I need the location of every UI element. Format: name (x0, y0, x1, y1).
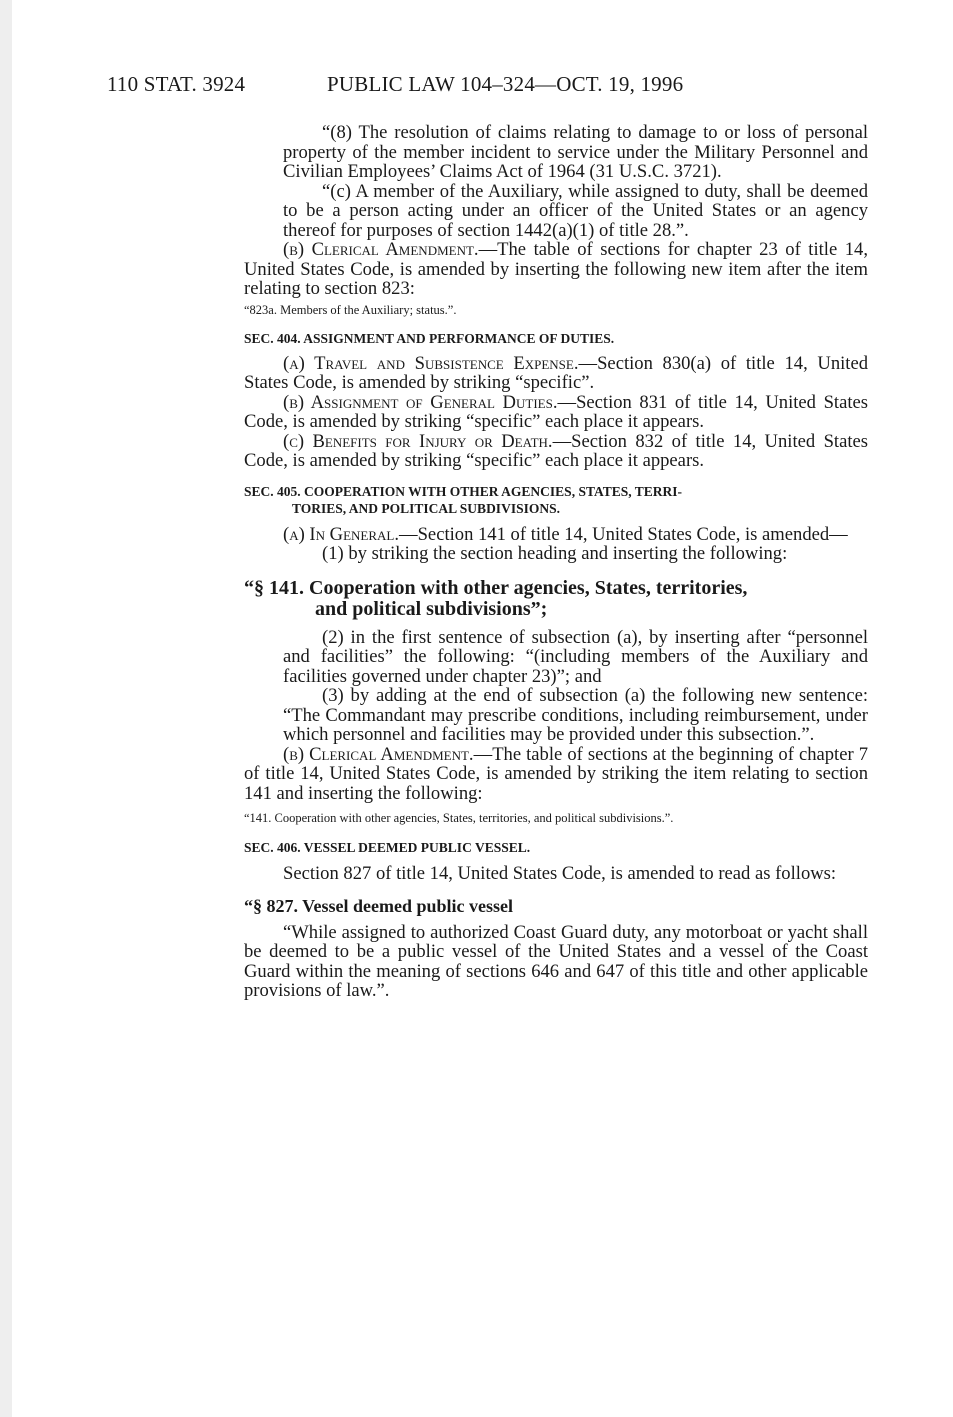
section-141-heading-line2: and political subdivisions”; (315, 597, 548, 620)
clerical-amendment-text: —The table of sections for chapter 23 of title 14, United States Code, is amended by inserting the following new item after the item relating to section 823: (244, 239, 868, 299)
section-404-heading: SEC. 404. ASSIGNMENT AND PERFORMANCE OF DUTIES. (244, 330, 615, 346)
paragraph-405-1: (1) by striking the section heading and inserting the following: (322, 543, 788, 564)
paragraph-405-3: (3) by adding at the end of subsection (a) the following new sentence: “The Commandant may prescribe conditions, including reimbursement, under which personnel and facilities may be provided under this subsection.”. (283, 685, 868, 745)
405a-label: (a) In General. (283, 523, 399, 545)
page-header-law: PUBLIC LAW 104–324—OCT. 19, 1996 (327, 72, 684, 96)
paragraph-405-2: (2) in the first sentence of subsection (a), by inserting after “personnel and facilities” the following: “(including members of the Auxiliary and facilities governed under chapter 23)”; and (283, 626, 868, 687)
paragraph-406: Section 827 of title 14, United States Code, is amended to read as follows: (283, 863, 837, 884)
404a-label: (a) Travel and Subsistence Expense. (283, 352, 579, 374)
table-item-141: “141. Cooperation with other agencies, States, territories, and political subdivisions.”. (244, 811, 674, 825)
paragraph-405b (244, 745, 868, 804)
paragraph-8: “(8) The resolution of claims relating to damage to or loss of personal property of the member incident to service under the Military Personnel and Civilian Employees’ Claims Act of 1964 (31 U.S.C. 3721). (283, 122, 868, 182)
405b-label: (b) Clerical Amendment. (283, 743, 474, 765)
404c-label: (c) Benefits for Injury or Death. (283, 430, 553, 452)
section-141-heading-line1: “§ 141. Cooperation with other agencies, States, territories, (244, 576, 748, 599)
section-827-heading: “§ 827. Vessel deemed public vessel (244, 895, 514, 916)
page-header-stat: 110 STAT. 3924 (107, 72, 246, 96)
404b-label: (b) Assignment of General Duties. (283, 391, 558, 413)
section-406-heading: SEC. 406. VESSEL DEEMED PUBLIC VESSEL. (244, 840, 531, 855)
scan-edge (0, 0, 12, 1417)
paragraph-405a (244, 525, 868, 545)
paragraph-c: “(c) A member of the Auxiliary, while assigned to duty, shall be deemed to be a person acting under an officer of the United States or an agency thereof for purposes of section 1442(a)(1) of title 28.”. (283, 180, 868, 241)
clerical-amendment-label: (b) Clerical Amendment. (283, 239, 479, 260)
section-141-heading (244, 578, 868, 620)
paragraph-404c (244, 432, 868, 471)
404b-text: —Section 831 of title 14, United States Code, is amended by striking “specific” each place it appears. (244, 391, 868, 432)
section-405-heading (244, 483, 868, 517)
paragraph-404a (244, 354, 868, 393)
section-405-heading-line1: SEC. 405. COOPERATION WITH OTHER AGENCIES, STATES, TERRI- (244, 483, 682, 499)
404c-text: —Section 832 of title 14, United States Code, is amended by striking “specific” each place it appears. (244, 430, 868, 471)
405a-text: —Section 141 of title 14, United States Code, is amended— (399, 523, 848, 545)
405b-text: —The table of sections at the beginning of chapter 7 of title 14, United States Code, is amended by striking the item relating to section 141 and inserting the following: (244, 743, 869, 804)
table-item-823a: “823a. Members of the Auxiliary; status.”. (244, 302, 457, 317)
document-body (244, 123, 868, 1001)
404a-text: —Section 830(a) of title 14, United States Code, is amended by striking “specific”. (244, 352, 869, 393)
section-405-heading-line2: TORIES, AND POLITICAL SUBDIVISIONS. (292, 500, 560, 516)
paragraph-404b (244, 393, 868, 432)
paragraph-827: “While assigned to authorized Coast Guard duty, any motorboat or yacht shall be deemed to be a public vessel of the United States and a vessel of the Coast Guard within the meaning of sections 646 and 647 of this title and other applicable provisions of law.”. (244, 921, 868, 1001)
paragraph-clerical-amendment-1 (244, 240, 868, 299)
